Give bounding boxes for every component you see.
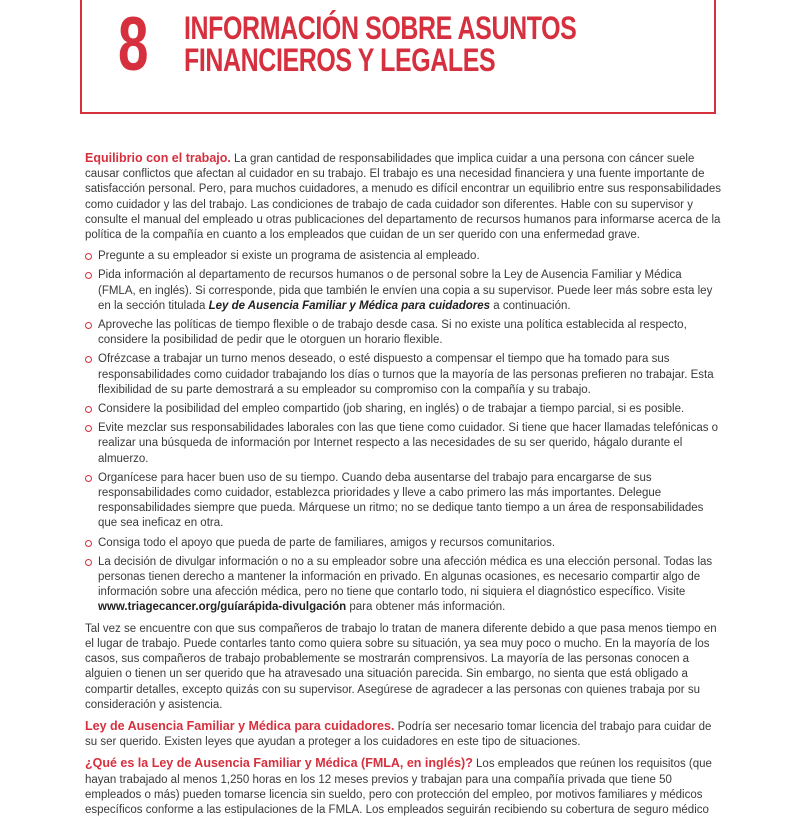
fmla-section-reference: Ley de Ausencia Familiar y Médica para cuidadores xyxy=(208,299,491,312)
list-item xyxy=(85,352,722,398)
work-balance-body: La gran cantidad de responsabilidades que implica cuidar a una persona con cáncer suele causar conflictos que afectan al cuidador en su trabajo. El trabajo es una necesidad financiera y una fuente importante de satisfacción personal. Pero, para muchos cuidadores, a menudo es difícil encontrar un equilibrio entre sus responsabilidades como cuidador y las del trabajo. Las condiciones de trabajo de cada cuidador son diferentes. Hable con su supervisor y consulte el manual del empleado u otras publicaciones del departamento de recursos humanos para informarse acerca de la política de la compañía en cuanto a los empleados que cuidan de un ser querido con una enfermedad grave. xyxy=(85,153,722,242)
list-item xyxy=(85,249,722,264)
list-item-text: Evite mezclar sus responsabilidades laborales con las que tiene como cuidador. Si tiene que hacer llamadas telefónicas o realizar una búsqueda de información por Internet respecto a las necesidades de su ser querido, hágalo durante el almuerzo. xyxy=(98,422,719,465)
list-item-text: Ofrézcase a trabajar un turno menos deseado, o esté dispuesto a compensar el tiempo que ha tomado para sus responsabilidades como cuidador trabajando los días o turnos que la mayoría de las personas prefieren no trabajar. Esta flexibilidad de su parte demostrará a su empleador su compromiso con la compañía y su trabajo. xyxy=(98,353,714,396)
chapter-title-line2: FINANCIEROS Y LEGALES xyxy=(184,42,496,78)
fmla-definition-body: Los empleados que reúnen los requisitos (que hayan trabajado al menos 1,250 horas en los 12 meses previos y trabajan para una compañía privada que tiene 50 empleados o más) pueden tomarse licencia sin sueldo, pero con protección del empleo, por motivos familiares y médicos específicos conforme a las estipulaciones de la FMLA. Los empleados seguirán recibiendo su cobertura de seguro médico xyxy=(85,758,712,816)
list-item-text: Pida información al departamento de recursos humanos o de personal sobre la Ley de Ausencia Familiar y Médica (FMLA, en inglés). Si corresponde, pida que también le envíen una copia a su supervisor. Puede leer más sobre esta ley en la sección titulada xyxy=(98,269,713,312)
chapter-title xyxy=(184,12,576,76)
list-item xyxy=(85,555,722,616)
list-item-text: La decisión de divulgar información o no a su empleador sobre una afección médica es una elección personal. Todas las personas tienen derecho a mantener la información en privado. En algunas ocasiones, es necesario compartir algo de información sobre una afección médica, pero no tiene que contarlo todo, ni siquiera el diagnóstico específico. Visite xyxy=(98,555,713,599)
chapter-title-line1: INFORMACIÓN SOBRE ASUNTOS xyxy=(184,10,577,46)
bullet-circle-icon xyxy=(85,559,92,566)
list-item-text: Pregunte a su empleador si existe un programa de asistencia al empleado. xyxy=(98,250,480,263)
bullet-circle-icon xyxy=(85,253,92,260)
list-item-text-end: a continuación. xyxy=(490,299,571,312)
list-item-text: Consiga todo el apoyo que pueda de parte de familiares, amigos y recursos comunitarios. xyxy=(98,536,556,549)
tips-list xyxy=(85,249,722,615)
list-item-text: Considere la posibilidad del empleo compartido (job sharing, en inglés) o de trabajar a tiempo parcial, si es posible. xyxy=(98,403,685,416)
list-item xyxy=(85,318,722,348)
page-content xyxy=(85,151,722,824)
chapter-number: 8 xyxy=(118,2,149,87)
bullet-circle-icon xyxy=(85,540,92,547)
list-item xyxy=(85,536,722,551)
coworkers-paragraph: Tal vez se encuentre con que sus compañeros de trabajo lo tratan de manera diferente debido a que pasa menos tiempo en el lugar de trabajo. Puede contarles tanto como quiera sobre su situación, ya sea muy poco o mucho. En la mayoría de los casos, sus compañeros de trabajo probablemente se mostrarán comprensivos. La mayoría de las personas conocen a alguien o tienen un ser querido que ha atravesado una situación parecida. Sin embargo, no sienta que está obligado a compartir detalles, excepto quizás con su supervisor. Asegúrese de agradecer a las personas con quienes trabaja por su consideración y asistencia. xyxy=(85,622,717,711)
list-item xyxy=(85,402,722,417)
list-item-text: Organícese para hacer buen uso de su tiempo. Cuando deba ausentarse del trabajo para encargarse de sus responsabilidades como cuidador, establezca prioridades y lleve a cabo primero las más importantes. Delegue responsabilidades siempre que pueda. Márquese un ritmo; no se dedique tanto tiempo a un área de responsabilidades que sea ineficaz en otra. xyxy=(98,471,704,530)
fmla-definition-paragraph xyxy=(85,756,722,818)
fmla-intro-body: Podría ser necesario tomar licencia del trabajo para cuidar de su ser querido. Existen leyes que ayudan a proteger a los cuidadores en este tipo de situaciones. xyxy=(85,720,712,749)
list-item xyxy=(85,471,722,532)
bullet-circle-icon xyxy=(85,425,92,432)
bullet-circle-icon xyxy=(85,322,92,329)
list-item xyxy=(85,268,722,314)
disclosure-guide-link[interactable]: www.triagecancer.org/guíarápida-divulgación xyxy=(98,601,347,614)
list-item-text-end: para obtener más información. xyxy=(346,601,506,614)
work-balance-heading: Equilibrio con el trabajo. xyxy=(85,151,231,165)
bullet-circle-icon xyxy=(85,272,92,279)
fmla-heading: Ley de Ausencia Familiar y Médica para cuidadores. xyxy=(85,718,395,733)
list-item xyxy=(85,421,722,467)
bullet-circle-icon xyxy=(85,475,92,482)
fmla-question-heading: ¿Qué es la Ley de Ausencia Familiar y Médica (FMLA, en inglés)? xyxy=(85,756,473,771)
fmla-intro-paragraph xyxy=(85,719,722,750)
list-item-text: Aproveche las políticas de tiempo flexible o de trabajo desde casa. Si no existe una política establecida al respecto, considere la posibilidad de pedir que le otorguen un horario flexible. xyxy=(98,319,687,347)
work-balance-paragraph xyxy=(85,151,722,243)
bullet-circle-icon xyxy=(85,406,92,413)
bullet-circle-icon xyxy=(85,356,92,363)
